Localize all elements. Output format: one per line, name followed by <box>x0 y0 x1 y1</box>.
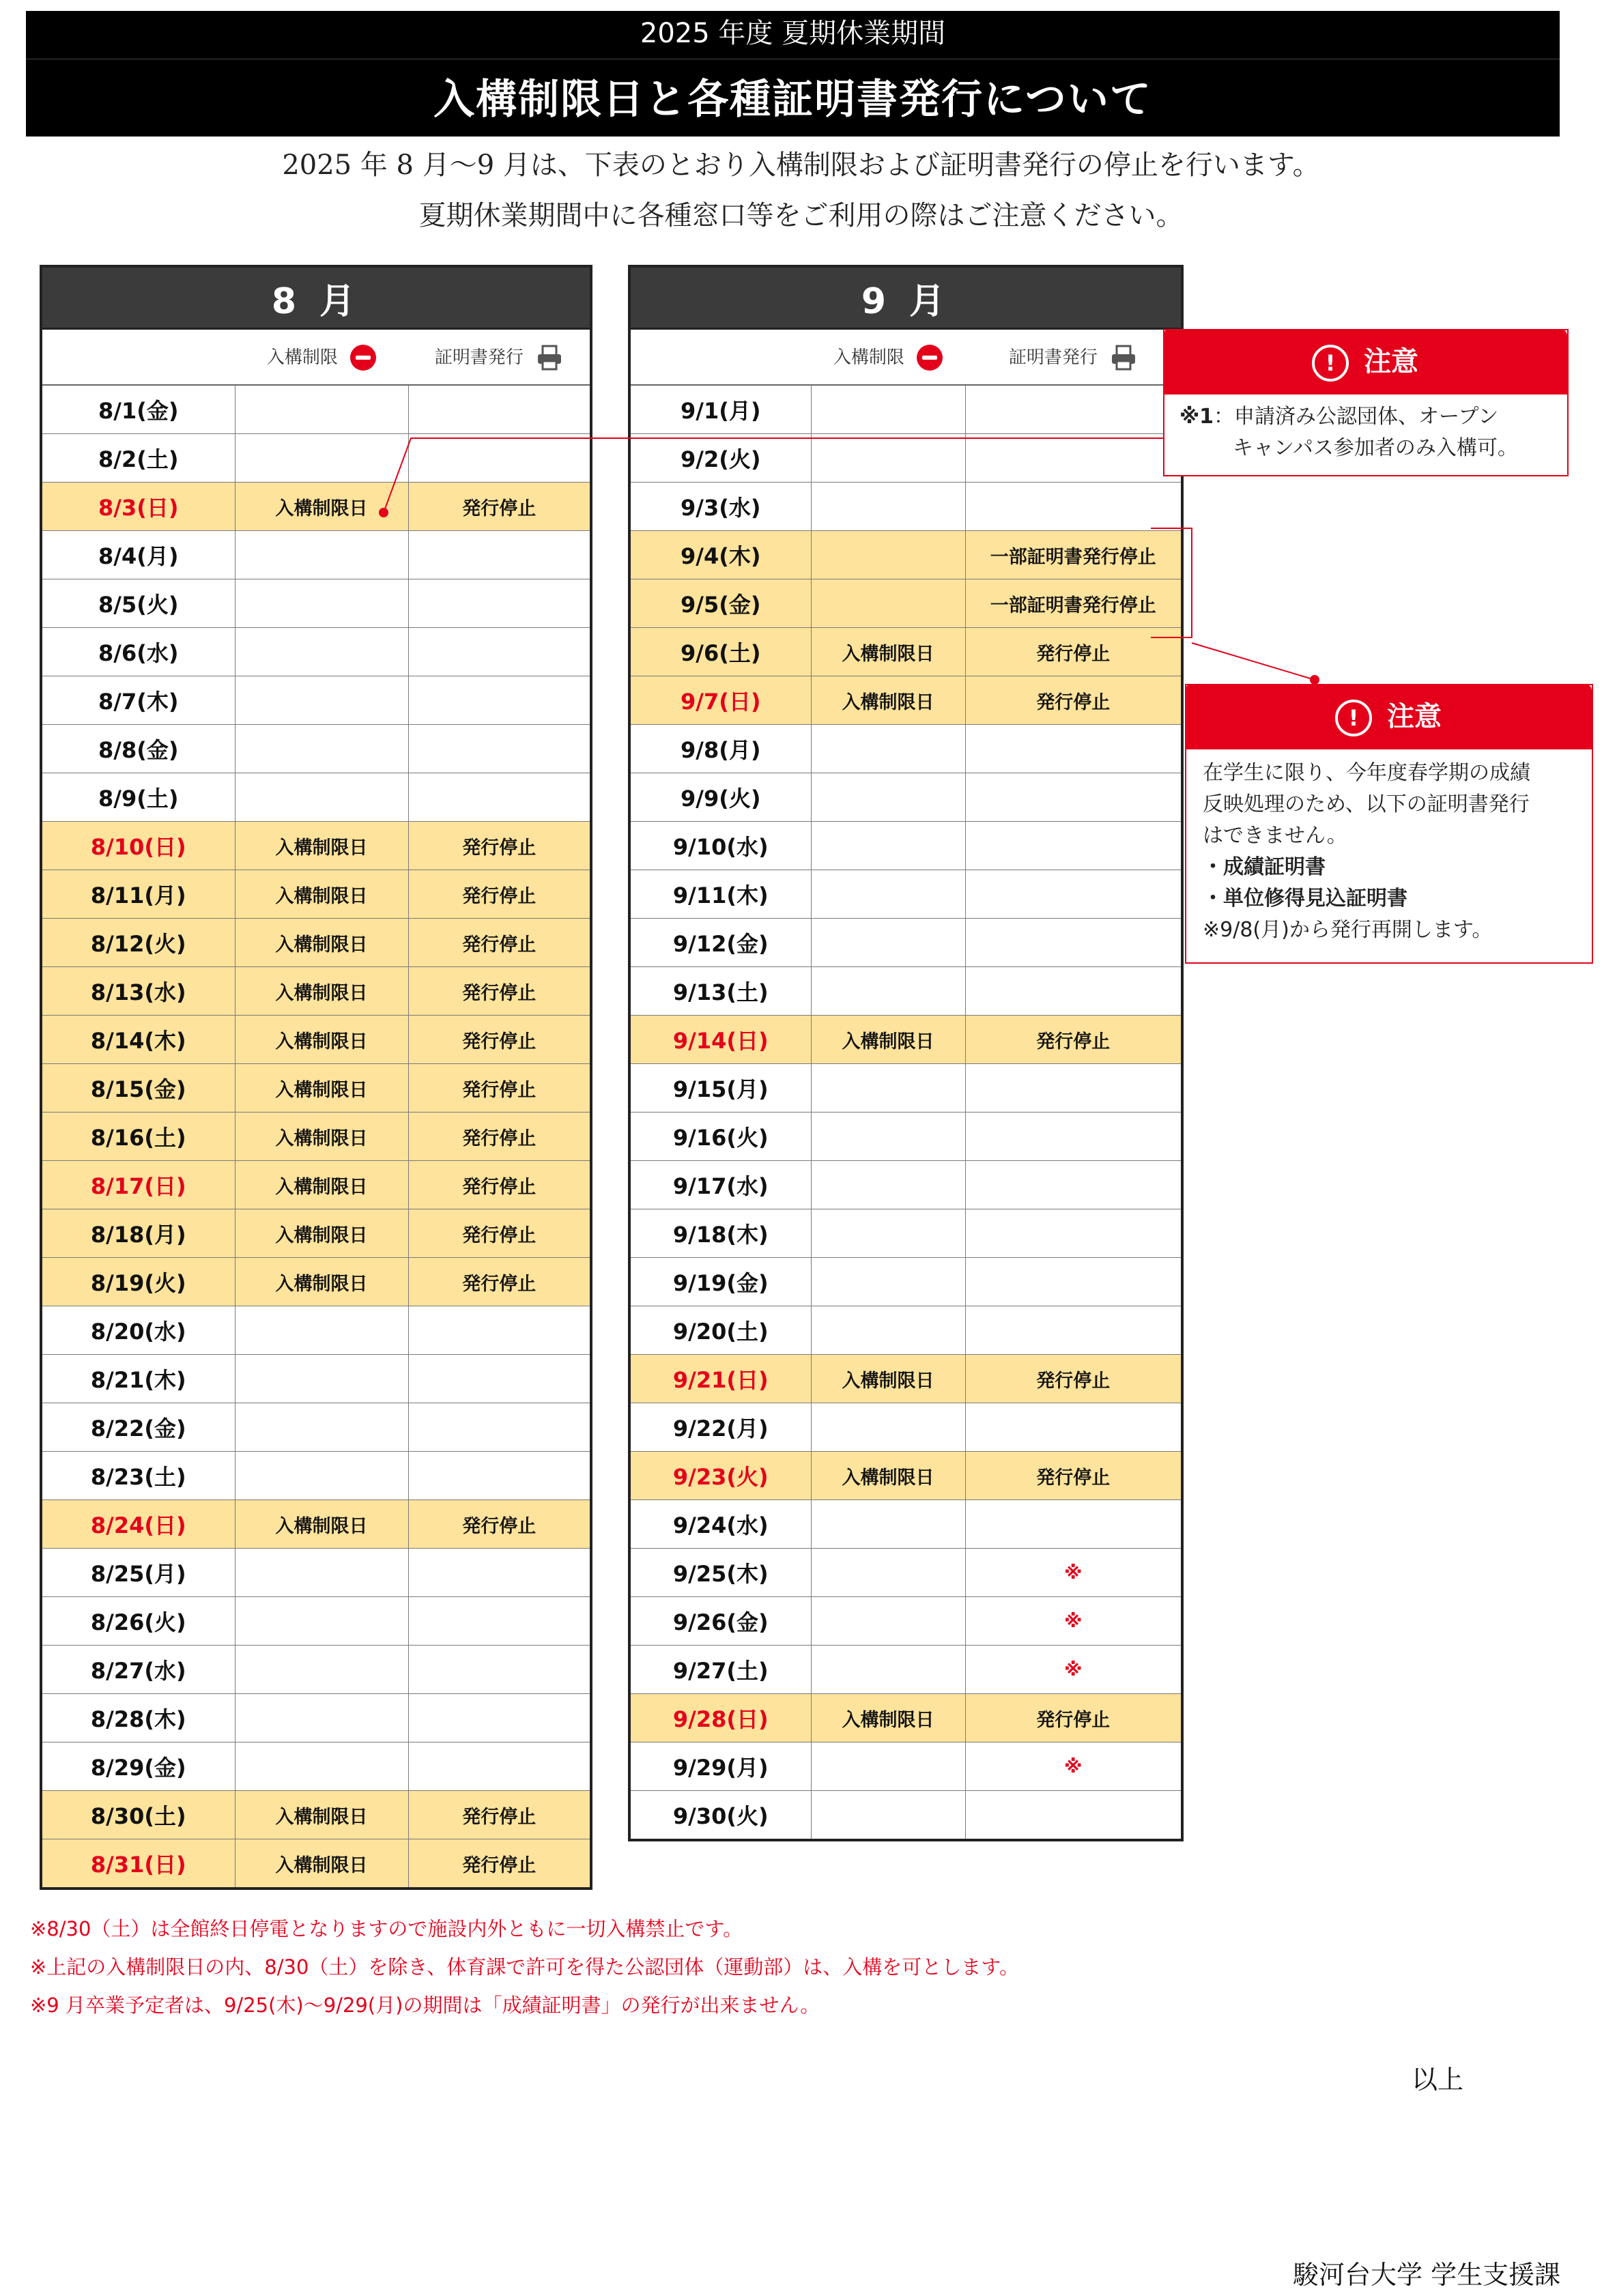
restrict-cell: 入構制限日 <box>235 1209 408 1258</box>
date-cell: 8/30(土) <box>41 1791 235 1839</box>
restrict-cell <box>811 822 965 870</box>
date-cell: 8/29(金) <box>41 1742 235 1791</box>
restrict-cell <box>811 1646 965 1694</box>
header-subtitle: 2025 年度 夏期休業期間 <box>640 18 946 49</box>
date-cell: 9/19(金) <box>629 1258 811 1306</box>
restrict-cell <box>235 1306 408 1355</box>
issue-cell: 発行停止 <box>408 1500 591 1549</box>
issue-cell: 発行停止 <box>408 1161 591 1209</box>
table-row <box>629 1209 1182 1258</box>
restrict-cell: 入構制限日 <box>811 676 965 725</box>
footnote-2: ※上記の入構制限日の内、8/30（土）を除き、体育課で許可を得た公認団体（運動部）は、入構を可とします。 <box>30 1955 1019 1979</box>
date-cell: 9/15(月) <box>629 1064 811 1113</box>
date-cell: 9/6(土) <box>629 628 811 676</box>
date-cell: 9/12(金) <box>629 919 811 967</box>
issue-cell <box>965 1258 1182 1306</box>
table-row <box>629 1258 1182 1306</box>
issue-cell: 発行停止 <box>965 1355 1182 1403</box>
table-row <box>629 1161 1182 1209</box>
table-row <box>629 1500 1182 1549</box>
table-row <box>41 1161 591 1209</box>
date-cell: 8/24(日) <box>41 1500 235 1549</box>
date-cell: 9/25(木) <box>629 1549 811 1597</box>
date-cell: 8/20(水) <box>41 1306 235 1355</box>
issue-cell: 発行停止 <box>408 822 591 870</box>
issue-cell <box>965 1791 1182 1841</box>
table-row <box>41 1355 591 1403</box>
issue-cell: 発行停止 <box>408 919 591 967</box>
organization-name: 駿河台大学 学生支援課 <box>1293 2260 1561 2290</box>
table-row <box>41 1839 591 1889</box>
date-cell: 9/23(火) <box>629 1452 811 1500</box>
restrict-cell: 入構制限日 <box>235 1161 408 1209</box>
restrict-cell <box>811 1258 965 1306</box>
table-row <box>41 1209 591 1258</box>
restrict-cell <box>811 870 965 919</box>
issue-cell <box>408 1646 591 1694</box>
restrict-cell <box>235 1597 408 1646</box>
table-row <box>629 967 1182 1016</box>
note-1-text: ※1：申請済み公認団体、オープン キャンパス参加者のみ入構可。 <box>1179 405 1518 460</box>
date-cell: 8/15(金) <box>41 1064 235 1113</box>
date-cell: 8/18(月) <box>41 1209 235 1258</box>
restrict-cell: 入構制限日 <box>235 1258 408 1306</box>
restrict-cell <box>235 1646 408 1694</box>
restrict-cell <box>811 1742 965 1791</box>
date-cell: 9/26(金) <box>629 1597 811 1646</box>
table-row <box>629 1306 1182 1355</box>
page-title: 入構制限日と各種証明書発行について <box>433 76 1152 124</box>
issue-cell: 発行停止 <box>408 1839 591 1889</box>
date-cell: 9/2(火) <box>629 434 811 483</box>
date-cell: 9/18(木) <box>629 1209 811 1258</box>
date-cell: 8/1(金) <box>41 385 235 434</box>
table-row <box>41 1549 591 1597</box>
issue-cell <box>408 1597 591 1646</box>
date-cell: 8/11(月) <box>41 870 235 919</box>
issue-cell <box>408 1355 591 1403</box>
table-row <box>629 1791 1182 1841</box>
issue-cell <box>965 773 1182 822</box>
date-cell: 8/28(木) <box>41 1694 235 1742</box>
restrict-cell <box>235 1742 408 1791</box>
date-cell: 9/24(水) <box>629 1500 811 1549</box>
date-cell: 8/2(土) <box>41 434 235 483</box>
table-row <box>41 1306 591 1355</box>
restrict-cell: 入構制限日 <box>235 919 408 967</box>
issue-cell <box>965 1064 1182 1113</box>
restrict-cell: 入構制限日 <box>811 628 965 676</box>
table-row <box>41 1016 591 1064</box>
issue-cell: 発行停止 <box>408 967 591 1016</box>
table-row <box>41 1597 591 1646</box>
date-cell: 9/28(日) <box>629 1694 811 1742</box>
footnote-3: ※9 月卒業予定者は、9/25(木)～9/29(月)の期間は「成績証明書」の発行が出来ません。 <box>30 1994 820 2017</box>
issue-cell <box>408 773 591 822</box>
note-2-text: 在学生に限り、今年度春学期の成績 反映処理のため、以下の証明書発行 はできません。 ・成績証明書 ・単位修得見込証明書 ※9/8(月)から発行再開します。 <box>1203 761 1530 942</box>
restrict-cell: 入構制限日 <box>235 870 408 919</box>
restrict-cell: 入構制限日 <box>235 1791 408 1839</box>
issue-cell <box>965 1500 1182 1549</box>
restrict-cell <box>811 1549 965 1597</box>
issue-cell: ※ <box>965 1597 1182 1646</box>
table-row <box>629 1549 1182 1597</box>
restrict-column-label: 入構制限 <box>266 347 338 368</box>
table-row <box>629 1452 1182 1500</box>
restrict-cell <box>811 1597 965 1646</box>
date-cell: 9/14(日) <box>629 1016 811 1064</box>
footnote-1: ※8/30（土）は全館終日停電となりますので施設内外ともに一切入構禁止です。 <box>30 1917 743 1940</box>
date-cell: 9/11(木) <box>629 870 811 919</box>
restrict-cell: 入構制限日 <box>235 1064 408 1113</box>
restrict-cell <box>811 1791 965 1841</box>
date-cell: 8/7(木) <box>41 676 235 725</box>
issue-cell <box>965 1161 1182 1209</box>
table-row <box>629 1597 1182 1646</box>
restrict-cell: 入構制限日 <box>235 1500 408 1549</box>
date-cell: 8/21(木) <box>41 1355 235 1403</box>
issue-cell <box>408 1742 591 1791</box>
date-cell: 9/13(土) <box>629 967 811 1016</box>
restrict-cell <box>811 919 965 967</box>
table-row <box>41 1500 591 1549</box>
restrict-cell: 入構制限日 <box>235 1016 408 1064</box>
table-row <box>41 1791 591 1839</box>
restrict-column-label: 入構制限 <box>833 347 904 368</box>
issue-cell: 発行停止 <box>408 1791 591 1839</box>
issue-cell: ※ <box>965 1549 1182 1597</box>
date-cell: 9/10(水) <box>629 822 811 870</box>
issue-cell: 発行停止 <box>965 1694 1182 1742</box>
date-cell: 9/1(月) <box>629 385 811 434</box>
date-cell: 8/14(木) <box>41 1016 235 1064</box>
date-cell: 9/9(火) <box>629 773 811 822</box>
restrict-cell: 入構制限日 <box>235 1113 408 1161</box>
issue-cell: 発行停止 <box>408 1258 591 1306</box>
date-cell: 9/21(日) <box>629 1355 811 1403</box>
restrict-cell: 入構制限日 <box>235 1839 408 1889</box>
issue-cell: 発行停止 <box>408 1113 591 1161</box>
restrict-cell <box>235 1355 408 1403</box>
intro-line-2: 夏期休業期間中に各種窓口等をご利用の際はご注意ください。 <box>418 200 1184 231</box>
issue-cell <box>965 967 1182 1016</box>
restrict-cell <box>811 1209 965 1258</box>
issue-cell <box>965 919 1182 967</box>
warning-icon: ! <box>1312 345 1349 382</box>
table-row <box>41 1742 591 1791</box>
restrict-cell: 入構制限日 <box>811 1016 965 1064</box>
table-row <box>629 822 1182 870</box>
restrict-cell: 入構制限日 <box>235 967 408 1016</box>
issue-cell: ※ <box>965 1646 1182 1694</box>
issue-cell <box>965 1113 1182 1161</box>
issue-cell <box>965 870 1182 919</box>
issue-cell <box>408 1452 591 1500</box>
table-row <box>41 1064 591 1113</box>
restrict-cell <box>235 1694 408 1742</box>
date-cell: 8/16(土) <box>41 1113 235 1161</box>
date-cell: 8/27(水) <box>41 1646 235 1694</box>
issue-cell <box>965 822 1182 870</box>
issue-cell: 発行停止 <box>965 1452 1182 1500</box>
table-row <box>41 1403 591 1452</box>
issue-column-label: 証明書発行 <box>434 347 524 368</box>
date-cell: 8/8(金) <box>41 725 235 773</box>
issue-cell: 発行停止 <box>965 628 1182 676</box>
date-cell: 9/4(木) <box>629 531 811 579</box>
issue-column-label: 証明書発行 <box>1008 347 1098 368</box>
table-row <box>41 919 591 967</box>
restrict-cell: 入構制限日 <box>811 1452 965 1500</box>
restrict-cell <box>811 773 965 822</box>
table-row <box>629 1016 1182 1064</box>
issue-cell <box>965 1209 1182 1258</box>
issue-cell <box>408 1403 591 1452</box>
date-cell: 8/6(水) <box>41 628 235 676</box>
table-row <box>629 870 1182 919</box>
restrict-cell <box>811 1113 965 1161</box>
issue-cell <box>408 1306 591 1355</box>
restrict-cell <box>811 1500 965 1549</box>
issue-cell <box>408 1549 591 1597</box>
table-row <box>629 1403 1182 1452</box>
restrict-cell <box>811 967 965 1016</box>
restrict-cell: 入構制限日 <box>235 483 408 531</box>
restrict-cell <box>811 1306 965 1355</box>
issue-cell: 発行停止 <box>408 1016 591 1064</box>
table-row <box>629 1742 1182 1791</box>
date-cell: 8/25(月) <box>41 1549 235 1597</box>
issue-cell: 発行停止 <box>408 1064 591 1113</box>
restrict-cell: 入構制限日 <box>235 822 408 870</box>
date-cell: 9/27(土) <box>629 1646 811 1694</box>
note-1-header: ! 注意 <box>1163 329 1567 394</box>
date-cell: 8/12(火) <box>41 919 235 967</box>
restrict-cell <box>811 1161 965 1209</box>
table-row <box>629 919 1182 967</box>
table-row <box>629 1694 1182 1742</box>
date-cell: 8/23(土) <box>41 1452 235 1500</box>
restrict-cell <box>811 1064 965 1113</box>
restrict-cell <box>235 1403 408 1452</box>
table-row <box>629 773 1182 822</box>
date-cell: 9/16(火) <box>629 1113 811 1161</box>
issue-cell: 発行停止 <box>965 676 1182 725</box>
date-cell: 9/22(月) <box>629 1403 811 1452</box>
restrict-cell: 入構制限日 <box>811 1355 965 1403</box>
restrict-cell <box>235 773 408 822</box>
date-cell: 8/10(日) <box>41 822 235 870</box>
issue-cell: 一部証明書発行停止 <box>965 579 1182 628</box>
date-cell: 8/31(日) <box>41 1839 235 1889</box>
date-cell: 8/3(日) <box>41 483 235 531</box>
table-row <box>41 870 591 919</box>
date-cell: 8/4(月) <box>41 531 235 579</box>
note-2-header: ! 注意 <box>1185 684 1592 749</box>
date-cell: 9/17(水) <box>629 1161 811 1209</box>
table-row <box>629 1064 1182 1113</box>
warning-icon: ! <box>1335 700 1372 736</box>
issue-cell: 発行停止 <box>408 870 591 919</box>
date-cell: 9/20(土) <box>629 1306 811 1355</box>
issue-cell: ※ <box>965 1742 1182 1791</box>
issue-cell <box>408 1694 591 1742</box>
restrict-cell <box>235 1452 408 1500</box>
date-cell: 8/19(火) <box>41 1258 235 1306</box>
table-row <box>41 967 591 1016</box>
restrict-cell: 入構制限日 <box>811 1694 965 1742</box>
september-month-header: 9 月 <box>629 266 1182 329</box>
date-cell: 8/17(日) <box>41 1161 235 1209</box>
table-row <box>41 1452 591 1500</box>
date-cell: 8/26(火) <box>41 1597 235 1646</box>
table-row <box>629 1355 1182 1403</box>
issue-cell: 発行停止 <box>408 1209 591 1258</box>
table-row <box>41 822 591 870</box>
august-month-header: 8 月 <box>41 266 591 329</box>
issue-cell <box>965 1403 1182 1452</box>
date-cell: 9/8(月) <box>629 725 811 773</box>
table-row <box>629 1646 1182 1694</box>
date-cell: 9/30(火) <box>629 1791 811 1841</box>
table-row <box>41 1113 591 1161</box>
date-cell: 9/29(月) <box>629 1742 811 1791</box>
table-row <box>629 1113 1182 1161</box>
date-cell: 9/7(日) <box>629 676 811 725</box>
date-cell: 8/5(火) <box>41 579 235 628</box>
table-row <box>41 1646 591 1694</box>
issue-cell: 発行停止 <box>408 483 591 531</box>
date-cell: 9/3(水) <box>629 483 811 531</box>
issue-cell <box>965 1306 1182 1355</box>
issue-cell: 一部証明書発行停止 <box>965 531 1182 579</box>
table-row <box>41 1258 591 1306</box>
restrict-cell <box>235 1549 408 1597</box>
date-cell: 9/5(金) <box>629 579 811 628</box>
issue-cell: 発行停止 <box>965 1016 1182 1064</box>
intro-line-1: 2025 年 8 月～9 月は、下表のとおり入構制限および証明書発行の停止を行います。 <box>282 149 1320 181</box>
date-cell: 8/22(金) <box>41 1403 235 1452</box>
date-cell: 8/9(土) <box>41 773 235 822</box>
table-row <box>41 773 591 822</box>
date-cell: 8/13(水) <box>41 967 235 1016</box>
closing-text: 以上 <box>1412 2065 1464 2095</box>
table-row <box>41 1694 591 1742</box>
restrict-cell <box>811 1403 965 1452</box>
